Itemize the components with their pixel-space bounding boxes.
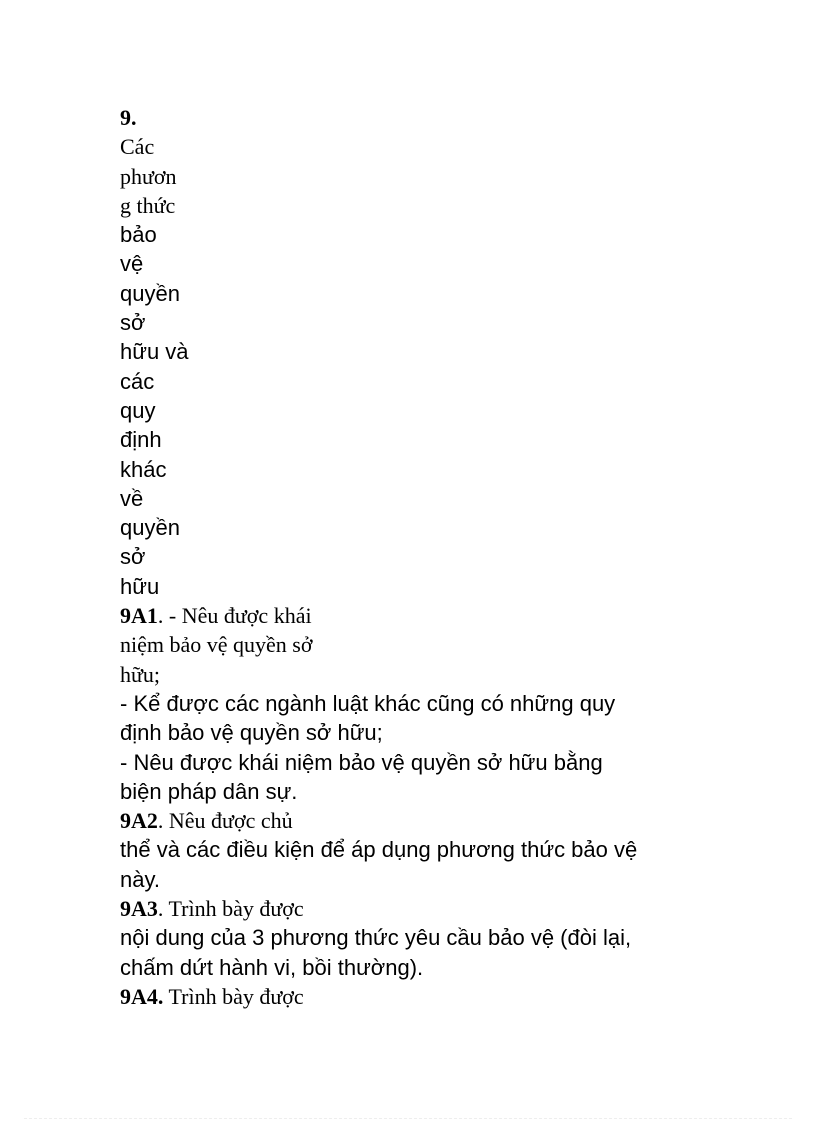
section-title-line-6: quyền (120, 280, 180, 306)
item-code: 9A3 (120, 896, 158, 922)
item-lead-text: . Trình bày được (157, 896, 304, 922)
section-title-line-12: khác (120, 456, 167, 482)
item-9a1-line-4: - Kể được các ngành luật khác cũng có những quy (120, 690, 616, 716)
item-lead-text: . - Nêu được khái (157, 603, 312, 629)
page-bottom-divider (24, 1118, 792, 1119)
section-title-line-8: hữu và (120, 339, 189, 365)
item-9a2-heading (120, 806, 720, 835)
document-body (120, 103, 720, 1011)
item-9a3-heading (120, 894, 720, 923)
section-title-line-15: sở (120, 544, 146, 570)
section-title-line-1: Các (120, 134, 155, 160)
section-title-line-3: g thức (120, 192, 176, 218)
item-9a1-line-6: - Nêu được khái niệm bảo vệ quyền sở hữu bằng (120, 749, 603, 775)
section-title-line-4: bảo (120, 222, 157, 248)
section-title-line-16: hữu (120, 573, 160, 599)
section-title-line-2: phươn (120, 163, 177, 189)
item-9a3-line-3: chấm dứt hành vi, bồi thường). (120, 954, 424, 980)
section-title-line-14: quyền (120, 515, 180, 541)
section-title-line-7: sở (120, 310, 146, 336)
item-code: 9A1 (120, 603, 158, 629)
section-title-line-5: vệ (120, 251, 144, 277)
section-number: 9. (120, 105, 137, 130)
item-9a2-line-2: thể và các điều kiện để áp dụng phương thức bảo vệ (120, 837, 638, 863)
section-title-line-9: các (120, 368, 155, 394)
item-9a1-line-5: định bảo vệ quyền sở hữu; (120, 720, 383, 746)
item-9a4-heading (120, 982, 720, 1011)
section-title-line-11: định (120, 427, 162, 453)
item-9a1-heading (120, 601, 720, 630)
item-9a1-line-7: biện pháp dân sự. (120, 778, 298, 804)
item-lead-text: Trình bày được (163, 983, 304, 1009)
item-9a1-line-3: hữu; (120, 661, 161, 687)
item-lead-text: . Nêu được chủ (157, 808, 293, 834)
item-code: 9A4. (120, 983, 164, 1009)
item-code: 9A2 (120, 808, 158, 834)
item-9a3-line-2: nội dung của 3 phương thức yêu cầu bảo vệ (đòi lại, (120, 925, 632, 951)
section-title-line-13: về (120, 485, 144, 511)
section-title-line-10: quy (120, 397, 156, 423)
item-9a1-line-2: niệm bảo vệ quyền sở (120, 632, 313, 658)
item-9a2-line-3: này. (120, 866, 160, 892)
